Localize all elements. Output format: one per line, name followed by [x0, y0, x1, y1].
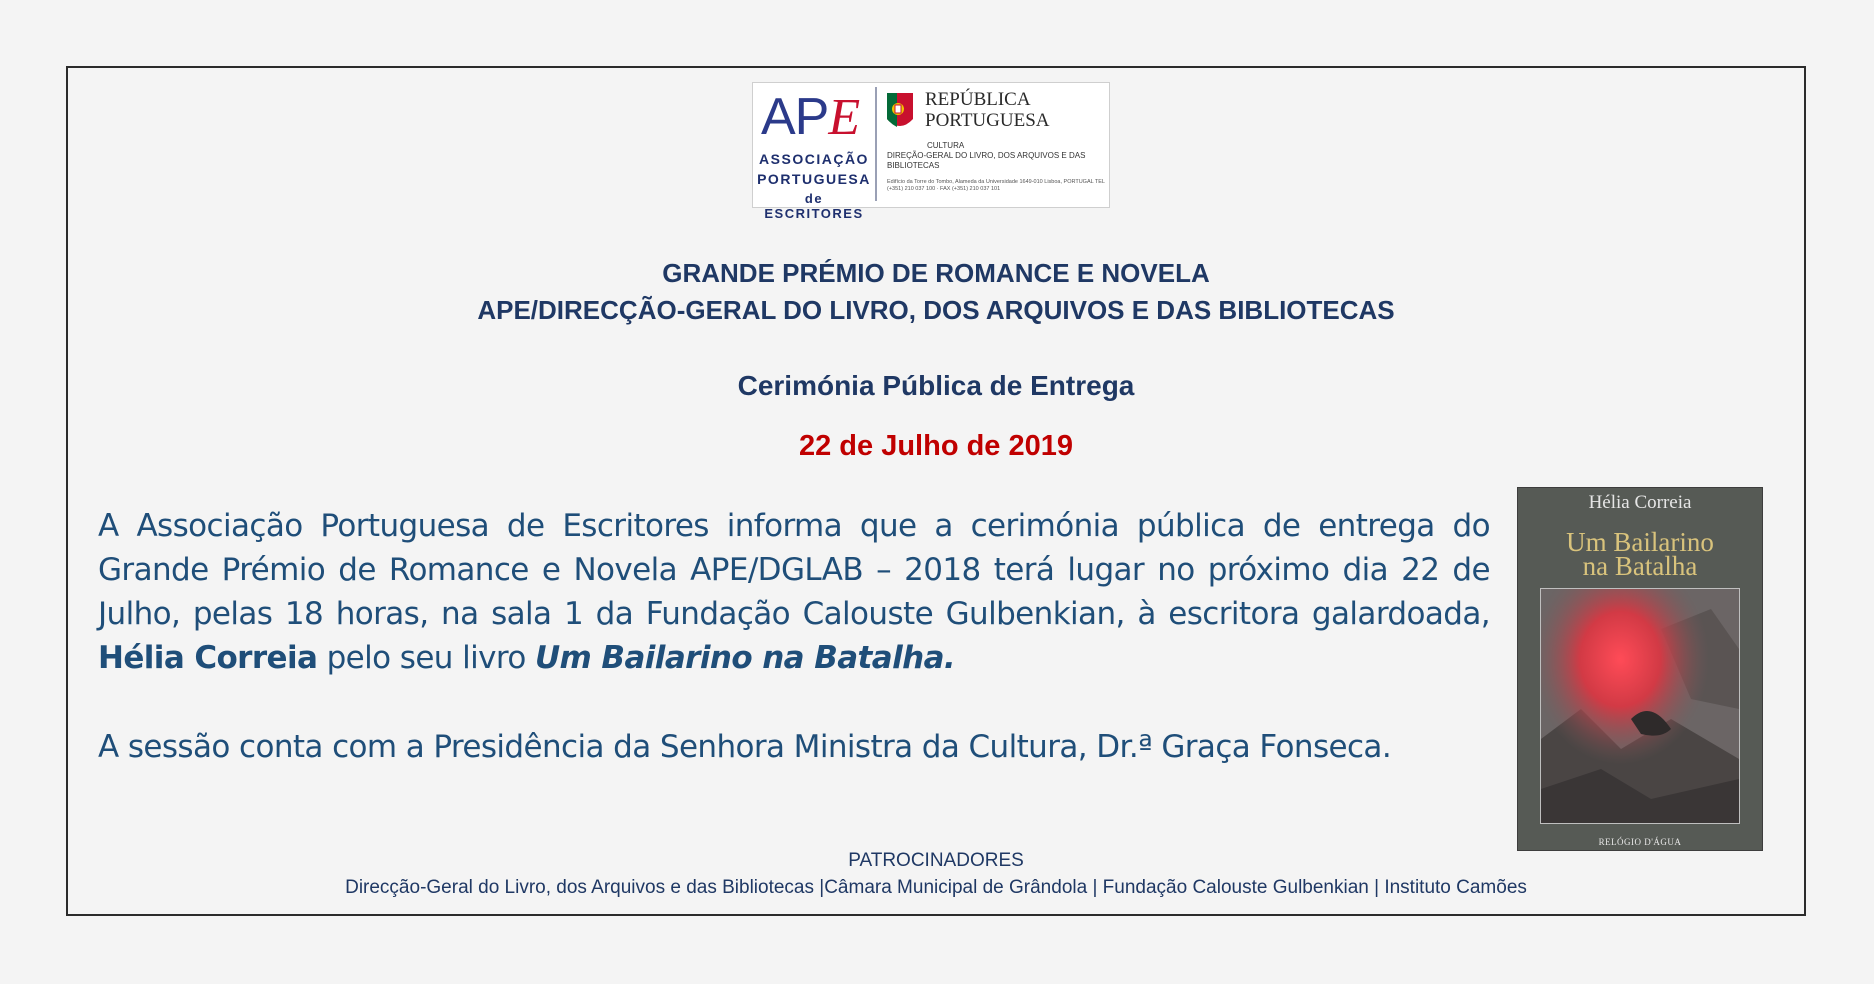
dglab-address: Edifício da Torre do Tombo, Alameda da Universidade 1649-010 Lisboa, PORTUGAL TEL (+351) 210 037 100 · FAX (+351) 210 037 101: [887, 179, 1105, 192]
paragraph-text: A Associação Portuguesa de Escritores informa que a cerimónia pública de entrega do Grande Prémio de Romance e Novela APE/DGLAB – 2018 terá lugar no próximo dia 22 de Julho, pelas 18 horas, na sala 1 da Fundação Calouste Gulbenkian, à escritora galardoada,: [98, 508, 1490, 632]
portugal-flag-icon: [885, 89, 915, 133]
cover-artwork-image: [1541, 589, 1739, 823]
cover-title-line2: na Batalha: [1582, 551, 1698, 581]
cover-author: Hélia Correia: [1588, 492, 1692, 513]
logo-panel: [752, 82, 1110, 221]
author-name: Hélia Correia: [98, 640, 318, 676]
ceremony-title: Cerimónia Pública de Entrega: [737, 370, 1135, 401]
event-date: 22 de Julho de 2019: [798, 430, 1073, 462]
cover-publisher: RELÓGIO D'ÁGUA: [1598, 837, 1682, 847]
cover-title-line1: Um Bailarino: [1566, 527, 1714, 557]
ape-logo: [755, 87, 873, 221]
cover-title: [1518, 527, 1762, 581]
cultura-text: CULTURA: [927, 141, 965, 150]
ape-logo-letters: APE: [761, 88, 860, 146]
cover-artwork: [1540, 588, 1740, 824]
prize-subtitle: APE/DIRECÇÃO-GERAL DO LIVRO, DOS ARQUIVOS E DAS BIBLIOTECAS: [477, 295, 1395, 325]
sponsors-title: PATROCINADORES: [848, 850, 1024, 871]
session-paragraph: A sessão conta com a Presidência da Senhora Ministra da Cultura, Dr.ª Graça Fonseca.: [98, 729, 1392, 765]
book-title: Um Bailarino na Batalha.: [534, 640, 956, 676]
book-cover: [1517, 487, 1763, 851]
logo-divider: [875, 87, 877, 201]
republica-portuguesa-logo: [883, 85, 1107, 203]
ape-logo-line3: de ESCRITORES: [764, 191, 864, 221]
republica-text: REPÚBLICA PORTUGUESA: [925, 89, 1050, 131]
announcement-paragraph: [98, 504, 1490, 680]
sponsors-list: Direcção-Geral do Livro, dos Arquivos e das Bibliotecas |Câmara Municipal de Grândola | Fundação Calouste Gulbenkian | Instituto Camões: [345, 877, 1527, 898]
ape-logo-line1: ASSOCIAÇÃO: [759, 151, 869, 167]
ape-logo-line2: PORTUGUESA: [757, 171, 871, 187]
paragraph-text-mid: pelo seu livro: [317, 640, 535, 676]
dglab-name: DIREÇÃO-GERAL DO LIVRO, DOS ARQUIVOS E DAS BIBLIOTECAS: [887, 151, 1086, 170]
dglab-text: [887, 141, 1107, 171]
prize-title: GRANDE PRÉMIO DE ROMANCE E NOVELA: [662, 258, 1210, 288]
